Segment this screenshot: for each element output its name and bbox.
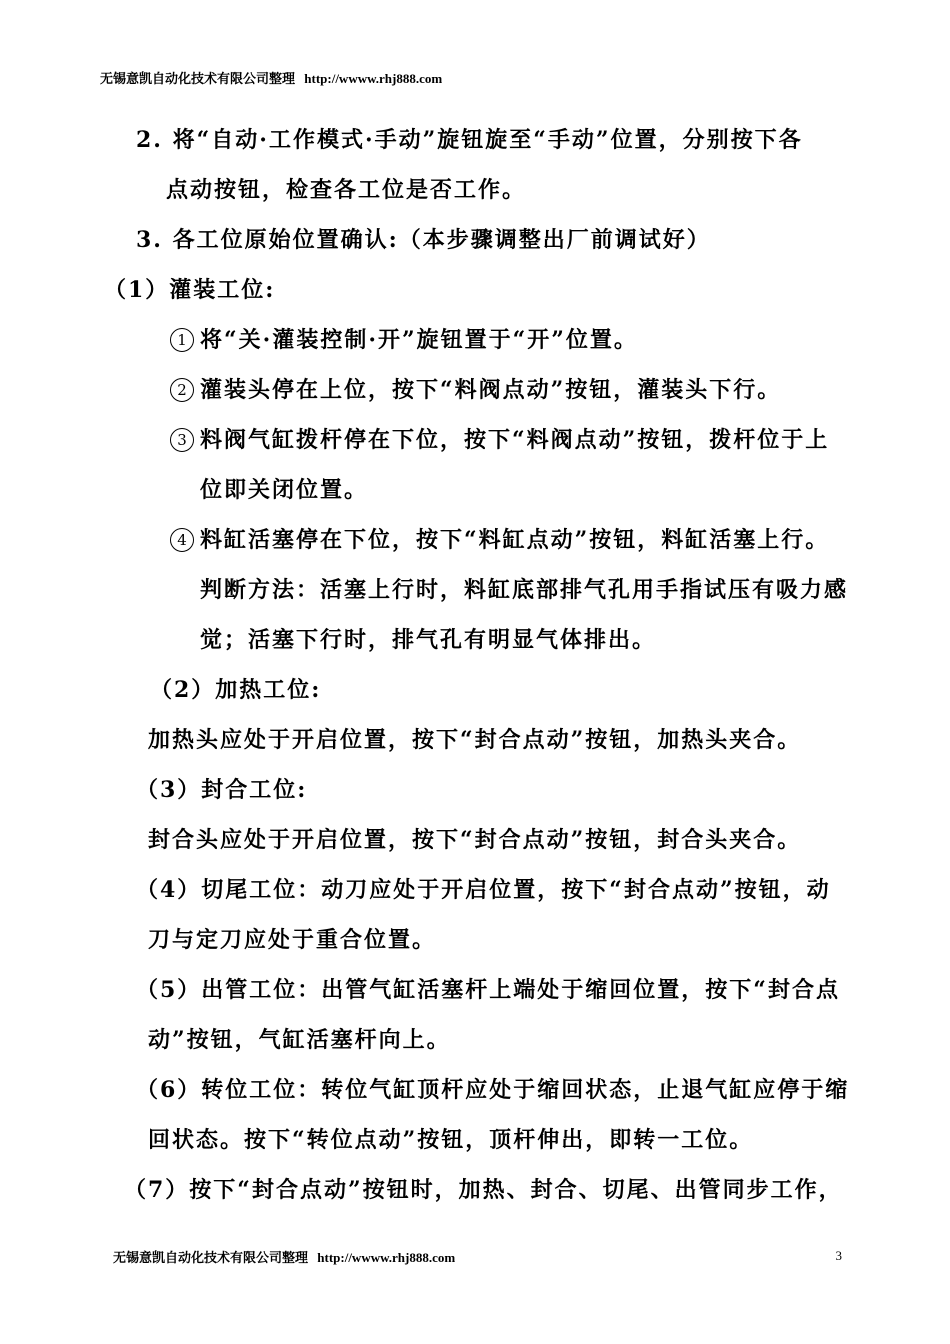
- circled-number-marker: 1: [170, 328, 194, 352]
- page-number: 3: [835, 1248, 842, 1263]
- item-4-line-1: 4 料缸活塞停在下位，按下“料缸点动”按钮，料缸活塞上行。: [170, 525, 829, 555]
- section-4-line-2: 刀与定刀应处于重合位置。: [148, 927, 437, 953]
- footer-company: 无锡意凯自动化技术有限公司整理: [113, 1250, 309, 1265]
- page-header: [100, 68, 442, 87]
- section-5-line-2: 动”按钮，气缸活塞杆向上。: [148, 1027, 451, 1053]
- section-5-line-1: （5）出管工位：出管气缸活塞杆上端处于缩回位置，按下“封合点: [136, 977, 840, 1003]
- step-2-line-2: 点动按钮，检查各工位是否工作。: [166, 177, 527, 203]
- section-2-heading: （2）加热工位:: [150, 677, 322, 703]
- section-2-body: 加热头应处于开启位置，按下“封合点动”按钮，加热头夹合。: [148, 727, 802, 753]
- step-3-heading: 3. 各工位原始位置确认:（本步骤调整出厂前调试好）: [136, 227, 711, 253]
- item-1: 1 将“关·灌装控制·开”旋钮置于“开”位置。: [170, 325, 638, 355]
- footer-url: http://wwww.rhj888.com: [317, 1250, 456, 1265]
- section-3-body: 封合头应处于开启位置，按下“封合点动”按钮，封合头夹合。: [148, 827, 802, 853]
- header-url: http://wwww.rhj888.com: [304, 71, 443, 86]
- header-company: 无锡意凯自动化技术有限公司整理: [100, 71, 296, 86]
- item-3-line-1: 3 料阀气缸拨杆停在下位，按下“料阀点动”按钮，拨杆位于上: [170, 425, 829, 455]
- circled-number-marker: 3: [170, 428, 194, 452]
- section-7-line-1: （7）按下“封合点动”按钮时，加热、封合、切尾、出管同步工作，: [124, 1177, 843, 1203]
- item-2: 2 灌装头停在上位，按下“料阀点动”按钮，灌装头下行。: [170, 375, 781, 405]
- section-4-line-1: （4）切尾工位：动刀应处于开启位置，按下“封合点动”按钮，动: [136, 877, 831, 903]
- circled-number-marker: 4: [170, 528, 194, 552]
- item-3-line-2: 位即关闭位置。: [200, 477, 369, 503]
- section-6-line-1: （6）转位工位：转位气缸顶杆应处于缩回状态，止退气缸应停于缩: [136, 1077, 850, 1103]
- section-3-heading: （3）封合工位:: [136, 777, 308, 803]
- section-1-heading: （1）灌装工位:: [104, 277, 276, 303]
- step-2-line-1: 2. 将“自动·工作模式·手动”旋钮旋至“手动”位置，分别按下各: [136, 127, 803, 153]
- circled-number-marker: 2: [170, 378, 194, 402]
- section-6-line-2: 回状态。按下“转位点动”按钮，顶杆伸出，即转一工位。: [148, 1127, 754, 1153]
- item-4-line-3: 觉；活塞下行时，排气孔有明显气体排出。: [200, 627, 657, 653]
- page-footer: [113, 1247, 455, 1266]
- item-4-line-2: 判断方法：活塞上行时，料缸底部排气孔用手指试压有吸力感: [200, 577, 849, 603]
